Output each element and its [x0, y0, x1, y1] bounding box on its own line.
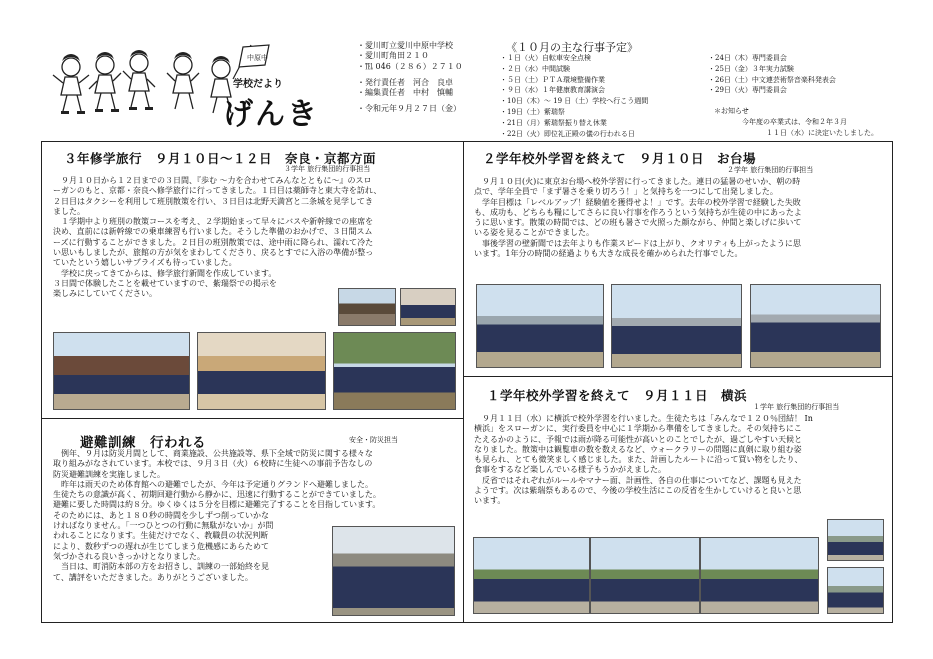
body-line: ていたという嬉しいサプライズも待っていました。 [53, 258, 237, 268]
column-divider [463, 141, 464, 623]
flag-text: 中原中 [247, 54, 268, 62]
info-line: ・発行責任者 河合 良卓 [357, 77, 453, 87]
body-line: い思いもしましたが、旅館の方が気をまわしてくださり、戻るとすでに入浴の準備が整っ [53, 248, 374, 258]
body-line: 点で、学年全員で「まず暑さを乗り切ろう！」と気持ちを一つにして出発しました。 [474, 187, 778, 197]
body-line: たえるかのように、予報では雨が降る可能性が高いとのことでしたが、過ごしやすい天候と [474, 434, 802, 444]
body-line: ーズに行動することができました。２日目の班別散策では、途中雨に降られ、濡れて冷た [53, 237, 374, 247]
body-line: 当日は、町消防本部の方をお招きし、訓練の一部始終を見 [53, 562, 269, 572]
photo-yokohama-3 [700, 537, 819, 614]
events-box [500, 37, 892, 140]
photo-students-seated [400, 288, 456, 326]
event-item: ・９日（水）１年健康教育講演会 [500, 86, 605, 95]
body-line: 例年、９月は防災月間として、商業施設、公共施設等、県下全域で防災に関する様々な [53, 449, 373, 458]
body-line: います。1年分の時間の経過よりも大きな成長を確かめられた行事でした。 [474, 249, 743, 259]
body-line: ２日目はタクシーを利用して班別散策を行い、３日目は北野天満宮と二条城を見学してき [53, 196, 373, 206]
event-item: ・29日（火）専門委員会 [708, 86, 787, 95]
article-byline: ２学年 旅行集団的行事担当 [727, 166, 814, 174]
photo-group-park [333, 332, 456, 410]
photo-yokohama-5 [827, 567, 884, 614]
notice-line: １１日（水）に決定いたしました。 [766, 128, 878, 137]
newsletter-title: げんき [223, 97, 319, 132]
photo-evacuation-drill [332, 526, 455, 616]
newsletter-small-title: 学校だより [233, 79, 283, 90]
event-item: ・10日（木）～ 19 日（土）学校へ行こう週間 [500, 97, 649, 106]
body-line: 横浜」をスローガンに、実行委員を中心に１学期から準備をしてきました。その気持ちにこ [474, 424, 802, 434]
article-byline: ３学年 旅行集団的行事担当 [284, 165, 371, 173]
photo-odaiba-1 [476, 284, 604, 368]
school-info [357, 41, 497, 115]
body-line: 気づかされる良いきっかけとなりました。 [53, 551, 205, 561]
body-line: われることになります。生徒だけでなく、教職員の状況判断 [53, 531, 269, 541]
notice-title: ＊お知らせ [714, 107, 749, 116]
body-line: ければなりません。「一つひとつの行動に無駄がないか」が問 [53, 521, 274, 531]
body-line: います。 [474, 496, 506, 506]
article-title: ３年修学旅行 ９月１０日～１２日 奈良・京都方面 [64, 151, 377, 166]
event-item: ・24日（木）専門委員会 [708, 54, 787, 62]
info-line: ・愛川町立愛川中原中学校 [357, 41, 453, 50]
article-title: 避難訓練 行われる [80, 435, 206, 451]
event-item: ・19日（土）紫瑞祭 [500, 107, 565, 116]
body-line: そのためには、あと１８０秒の時間を少しずつ削っていかな [53, 510, 269, 520]
event-item: ・１日（火）自転車安全点検 [500, 54, 591, 62]
info-line: ・愛川町角田２１０ [357, 51, 429, 61]
masthead [41, 37, 354, 134]
article-byline: １学年 旅行集団的行事担当 [753, 403, 840, 411]
body-line: 食事をするなど楽しんでいる様子もうかがえました。 [474, 465, 666, 475]
body-line: 避難に要した時間は約８分。ゆくゆくは５分を目標に避難完了することを目指しています。 [53, 500, 381, 510]
body-line: 事後学習の壁新聞では去年よりも作業スピードは上がり、クオリティも上がったように思 [474, 238, 801, 248]
events-col1 [500, 53, 710, 139]
article-byline: 安全・防災担当 [349, 436, 398, 444]
event-item: ・21日（月）紫瑞祭振り替え休業 [500, 118, 607, 127]
body-line: 生徒たちの意識が高く、初期回避行動から静かに、迅速に行動することができていました。 [53, 490, 381, 500]
article-title: ２学年校外学習を終えて ９月１０日 お台場 [483, 151, 757, 166]
body-line: も、成功も、どちらも糧にしてさらに良い行事を作ろうという気持ちが生徒の中にあったよ [474, 207, 802, 217]
body-line: うに思います。散策の時間では、どの班も暑さで火照った顔ながら、仲間と楽しげに歩いて [474, 218, 802, 228]
row-divider-right [463, 376, 893, 377]
body-line: ました。 [53, 206, 85, 216]
info-line: ・℡ 046（２８６）２７１０ [357, 61, 463, 71]
photo-group-shrine [53, 332, 190, 410]
event-item: ・25日（金）３年実力試験 [708, 64, 794, 73]
body-line: 楽しみにしていてください。 [53, 289, 157, 299]
photo-odaiba-3 [750, 284, 881, 368]
event-item: ・26日（土）中文連芸術祭音楽科発表会 [708, 75, 836, 84]
article-body [474, 177, 888, 259]
body-line: ーガンのもと、京都・奈良へ修学旅行に行ってきました。１日目は薬師寺と東大寺を訪れ、 [53, 186, 382, 196]
row-divider-left [41, 418, 463, 419]
body-line: 取り組みがなされています。本校では、９月３日（火）６校時に生徒への事前予告なしの [53, 459, 373, 469]
article-title: １学年校外学習を終えて ９月１１日 横浜 [487, 388, 748, 403]
photo-yokohama-1 [473, 537, 590, 614]
body-line: も見られ、とても微笑ましく感じました。また、計画したルートに沿って買い物をしたり、 [474, 455, 803, 465]
photo-yokohama-2 [590, 537, 700, 614]
photo-group-inn [197, 332, 326, 410]
photo-temple [338, 288, 396, 326]
body-line: ９月１１日（水）に横浜で校外学習を行いました。生徒たちは「みんなで１２０％団結！ In [474, 414, 813, 423]
events-col2 [708, 53, 892, 139]
body-line: 学校に戻ってきてからは、修学旅行新聞を作成しています。 [53, 268, 277, 278]
info-line: ・編集責任者 中村 慎輔 [357, 88, 453, 98]
body-line: ようです。次は紫瑞祭もあるので、今後の学校生活にこの反省を生かしていけると良いと思 [474, 486, 802, 496]
body-line: ９月１０日(火)に東京お台場へ校外学習に行ってきました。連日の猛暑のせいか、朝の時 [474, 177, 801, 186]
body-line: て、講評をいただきました。ありがとうございました。 [53, 572, 253, 582]
event-item: ・22日（火）即位礼正殿の儀の行われる日 [500, 129, 635, 138]
body-line: により、数秒ずつの遅れが生じてしまう危機感にあらためて [53, 541, 269, 551]
event-item: ・２日（水）中間試験 [500, 64, 570, 73]
issue-date: ・令和元年９月２７日（金） [357, 104, 461, 114]
body-line: ３日間で体験したことを載せていますので、紫瑞祭での掲示を [53, 278, 277, 288]
article-body [474, 414, 888, 507]
body-line: 昨年は雨天のため体育館への避難でしたが、今年は予定通りグランドへ避難しました。 [53, 479, 373, 489]
body-line: 反省ではそれぞれがルールやマナー面、計画性、各自の仕事についてなど、課題も見えた [474, 475, 802, 485]
article-body [53, 176, 457, 300]
body-line: 学年目標は「レベルアップ！経験値を獲得せよ！」です。去年の校外学習で経験した失敗 [474, 197, 801, 207]
body-line: １学期中より班別の散策コースを考え、２学期始まって早々にバスや新幹線での座席を [53, 217, 374, 227]
body-line: 決め、直前には新幹線での乗車練習も行いました。そうした準備のおかげで、３日間スム [53, 227, 373, 237]
body-line: なりました。散策中は観覧車の数を数えるなど、ウォークラリーの問題に真剣に取り組む姿 [474, 444, 802, 454]
body-line: いる姿を見ることができました。 [474, 228, 594, 238]
body-line: 防災避難訓練を実施しました。 [53, 469, 165, 479]
notice-line: 今年度の卒業式は、令和２年３月 [742, 117, 847, 126]
photo-yokohama-4 [827, 519, 884, 561]
photo-odaiba-2 [611, 284, 742, 368]
events-title: 《１０月の主な行事予定》 [506, 41, 638, 54]
body-line: ９月１０日から１２日までの３日間、『歩む ～力を合わせてみんなとともに～』のスロ [53, 176, 372, 185]
event-item: ・５日（土）ＰＴＡ環境整備作業 [500, 75, 605, 84]
